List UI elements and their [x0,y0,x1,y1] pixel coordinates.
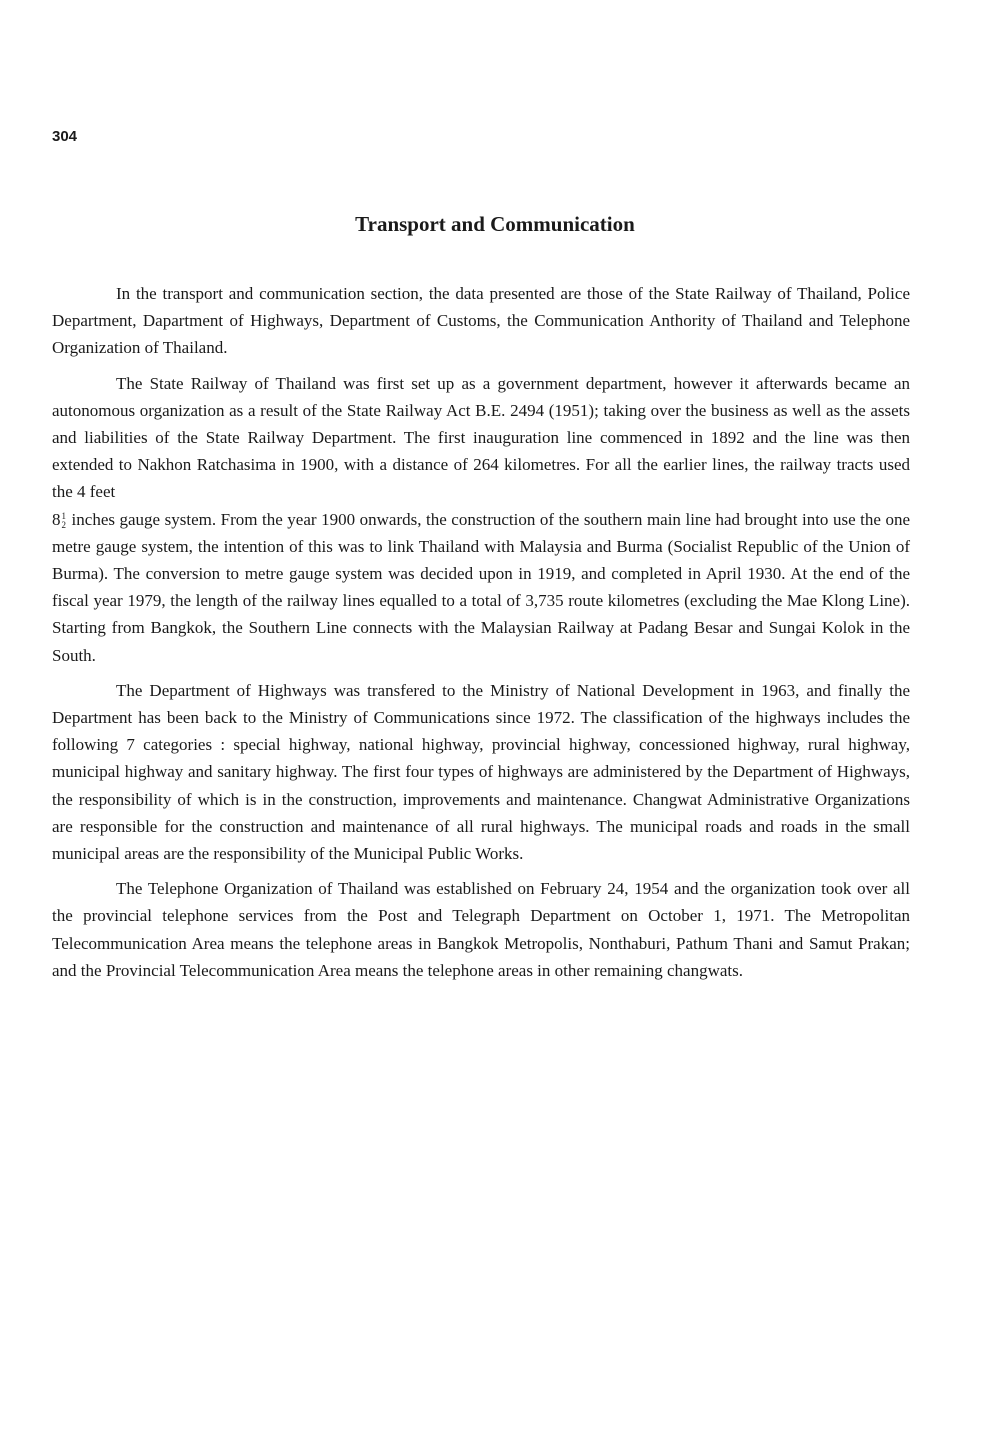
gauge-inches-whole: 8 [52,509,61,529]
paragraph-highways: The Department of Highways was transfered to the Ministry of National Development in 1963, and finally the Department has been back to the Ministry of Communications since 1972. The classification of the highways includes the following 7 categories : special highway, national highway, provincial highway, concessioned highway, rural highway, municipal highway and sanitary highway. The first four types of highways are administered by the Department of Highways, the responsibility of which is in the construction, improvements and maintenance. Changwat Administrative Organizations are responsible for the construction and maintenance of all rural highways. The municipal roads and roads in the small municipal areas are the responsibility of the Municipal Public Works. [52,680,910,864]
body-text [52,280,910,992]
page-title: Transport and Communication [355,212,635,236]
gauge-fraction-denominator: 2 [61,519,66,530]
paragraph-railway-continued [52,506,910,669]
paragraph-railway: The State Railway of Thailand was first set up as a government department, however it afterwards became an autonomous organization as a result of the State Railway Act B.E. 2494 (1951); taking over the business as well as the assets and liabilities of the State Railway Department. The first inauguration line commenced in 1892 and the line was then extended to Nakhon Ratchasima in 1900, with a distance of 264 kilometres. For all the earlier lines, the railway tracts used the 4 feet [52,373,910,502]
page-number: 304 [52,128,78,145]
paragraph-intro: In the transport and communication section, the data presented are those of the State Railway of Thailand, Police Department, Dapartment of Highways, Department of Customs, the Communication Anthority of Thailand and Telephone Organization of Thailand. [52,284,910,358]
gauge-fraction-numerator: 1 [61,510,66,521]
paragraph-railway-continued-text: inches gauge system. From the year 1900 onwards, the construction of the southern main line had brought into use the one metre gauge system, the intention of this was to link Thailand with Malaysia and Burma (Socialist Republic of the Union of Burma). The conversion to metre gauge system was decided upon in 1919, and completed in April 1930. At the end of the fiscal year 1979, the length of the railway lines equalled to a total of 3,735 route kilometres (excluding the Mae Klong Line). Starting from Bangkok, the Southern Line connects with the Malaysian Railway at Padang Besar and Sungai Kolok in the South. [52,509,911,665]
gauge-inches-fraction [62,512,67,530]
paragraph-telephone: The Telephone Organization of Thailand was established on February 24, 1954 and the organization took over all the provincial telephone services from the Post and Telegraph Department on October 1, 1971. The Metropolitan Telecommunication Area means the telephone areas in Bangkok Metropolis, Nonthaburi, Pathum Thani and Samut Prakan; and the Provincial Telecommunication Area means the telephone areas in other remaining changwats. [52,879,910,980]
